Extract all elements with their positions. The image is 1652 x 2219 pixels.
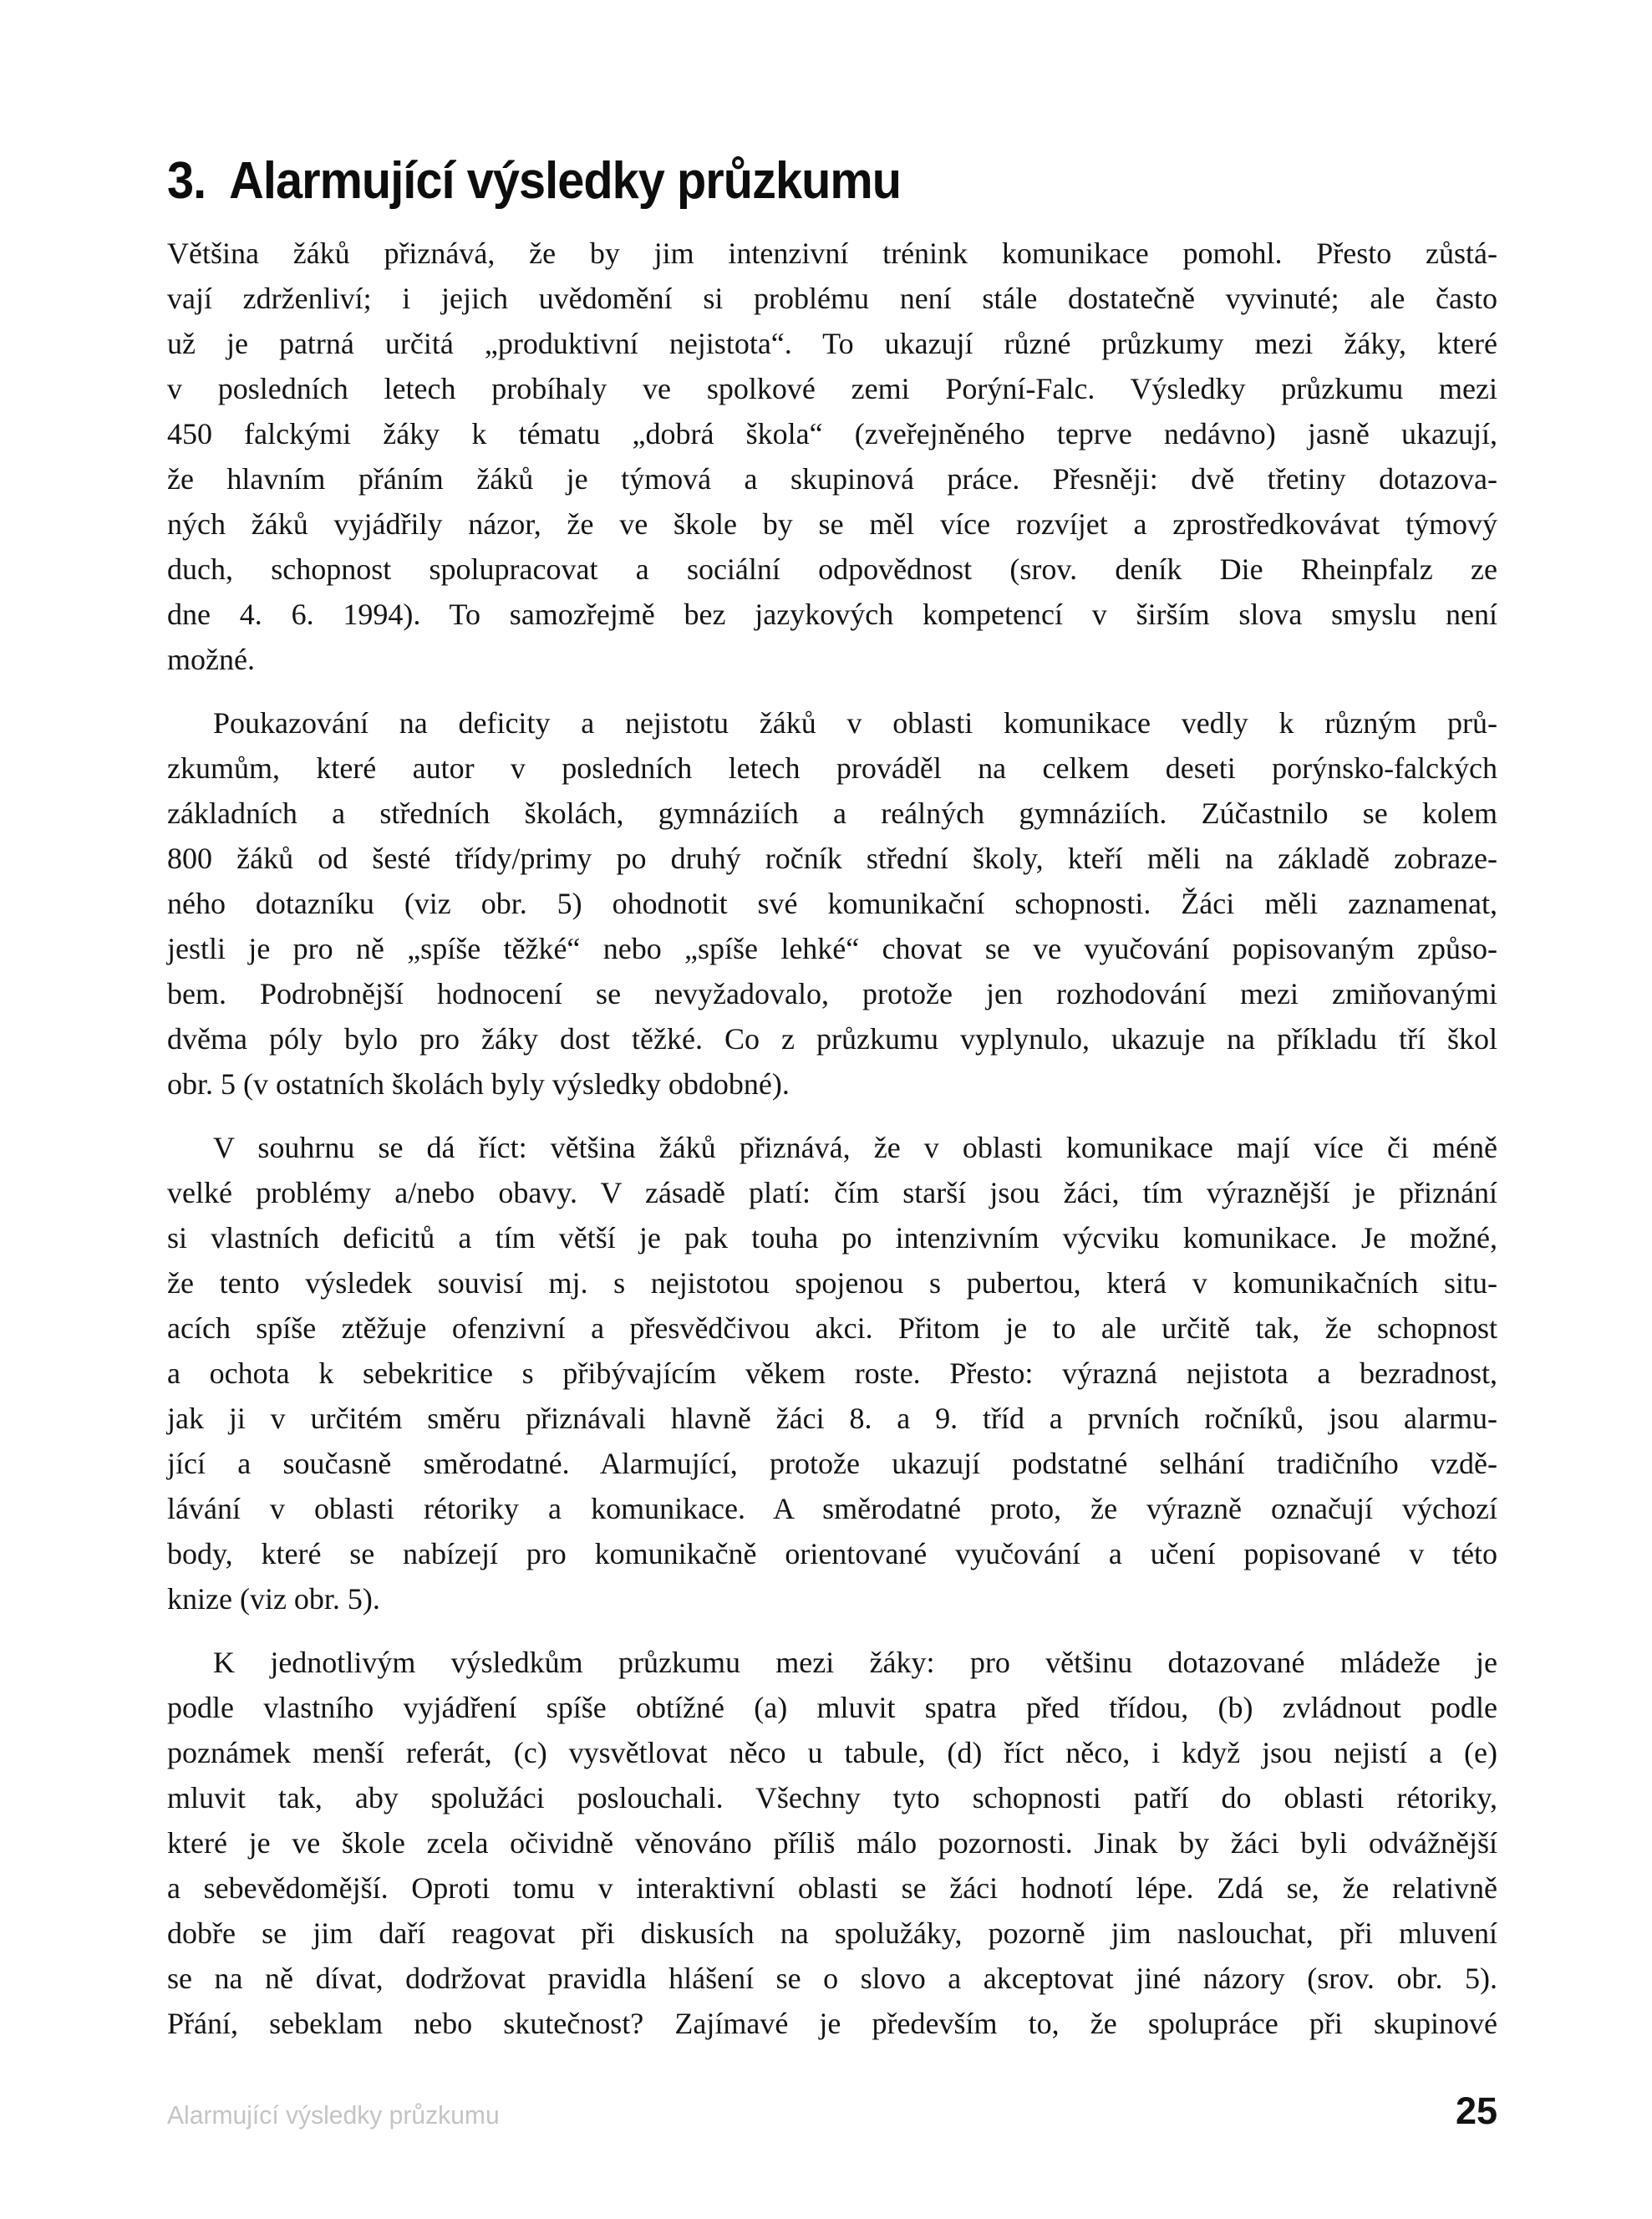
body-line: jestli je pro ně „spíše těžké“ nebo „spíše lehké“ chovat se ve vyučování popisovaným způso-	[167, 932, 1497, 965]
body-line: bem. Podrobnější hodnocení se nevyžadovalo, protože jen rozhodování mezi zmiňovanými	[167, 977, 1497, 1010]
paragraph	[167, 1640, 1497, 2046]
body-line: zkumům, které autor v posledních letech prováděl na celkem deseti porýnsko-falckých	[167, 751, 1497, 785]
body-line: základních a středních školách, gymnáziích a reálných gymnáziích. Zúčastnilo se kolem	[167, 796, 1497, 830]
body-line: poznámek menší referát, (c) vysvětlovat něco u tabule, (d) říct něco, i když jsou nejistí a (e)	[167, 1736, 1497, 1769]
body-line: že tento výsledek souvisí mj. s nejistotou spojenou s pubertou, která v komunikačních situ-	[167, 1266, 1497, 1300]
body-line: jak ji v určitém směru přiznávali hlavně žáci 8. a 9. tříd a prvních ročníků, jsou alarmu-	[167, 1402, 1497, 1435]
body-line: které je ve škole zcela očividně věnováno příliš málo pozornosti. Jinak by žáci byli odvážnější	[167, 1826, 1497, 1860]
body-line: dobře se jim daří reagovat při diskusích na spolužáky, pozorně jim naslouchat, při mluvení	[167, 1916, 1497, 1950]
body-line: velké problémy a/nebo obavy. V zásadě platí: čím starší jsou žáci, tím výraznější je přiznání	[167, 1176, 1497, 1209]
page-content	[167, 0, 1497, 2046]
body-line: a sebevědomější. Oproti tomu v interaktivní oblasti se žáci hodnotí lépe. Zdá se, že relativně	[167, 1871, 1497, 1905]
body-line: lávání v oblasti rétoriky a komunikace. A směrodatné proto, že výrazně označují výchozí	[167, 1492, 1497, 1525]
body-line: Přání, sebeklam nebo skutečnost? Zajímavé je především to, že spolupráce při skupinové	[167, 2007, 1497, 2040]
body-line: se na ně dívat, dodržovat pravidla hlášení se o slovo a akceptovat jiné názory (srov. obr. 5).	[167, 1962, 1497, 1995]
body-line: možné.	[167, 643, 255, 676]
body-line: mluvit tak, aby spolužáci poslouchali. Všechny tyto schopnosti patří do oblasti rétoriky,	[167, 1781, 1497, 1814]
paragraph	[167, 1125, 1497, 1621]
body-line: že hlavním přáním žáků je týmová a skupinová práce. Přesněji: dvě třetiny dotazova-	[167, 462, 1497, 496]
body-line: knize (viz obr. 5).	[167, 1582, 380, 1616]
body-line: dne 4. 6. 1994). To samozřejmě bez jazykových kompetencí v širším slova smyslu není	[167, 598, 1497, 631]
body-line: body, které se nabízejí pro komunikačně orientované vyučování a učení popisované v této	[167, 1537, 1497, 1570]
page-number: 25	[1455, 2089, 1497, 2132]
body-line: vají zdrženliví; i jejich uvědomění si problému není stále dostatečně vyvinuté; ale často	[167, 282, 1497, 315]
chapter-heading	[167, 152, 1405, 211]
body-line: a ochota k sebekritice s přibývajícím věkem roste. Přesto: výrazná nejistota a bezradnost,	[167, 1356, 1497, 1390]
page-footer	[167, 2089, 1497, 2133]
body-line: si vlastních deficitů a tím větší je pak touha po intenzivním výcviku komunikace. Je možné,	[167, 1221, 1497, 1255]
body-line: ného dotazníku (viz obr. 5) ohodnotit své komunikační schopnosti. Žáci měli zaznamenat,	[167, 887, 1497, 920]
body-line: dvěma póly bylo pro žáky dost těžké. Co z průzkumu vyplynulo, ukazuje na příkladu tří škol	[167, 1022, 1497, 1056]
body-line: 450 falckými žáky k tématu „dobrá škola“ (zveřejněného teprve nedávno) jasně ukazují,	[167, 417, 1497, 450]
body-line: v posledních letech probíhaly ve spolkové zemi Porýní-Falc. Výsledky průzkumu mezi	[167, 372, 1497, 405]
body-line: už je patrná určitá „produktivní nejistota“. To ukazují různé průzkumy mezi žáky, které	[167, 327, 1497, 360]
body-text	[167, 231, 1497, 2046]
body-line: ných žáků vyjádřily názor, že ve škole by se měl více rozvíjet a zprostředkovávat týmový	[167, 507, 1497, 541]
body-line: podle vlastního vyjádření spíše obtížné (a) mluvit spatra před třídou, (b) zvládnout podle	[167, 1691, 1497, 1724]
body-line: jící a současně směrodatné. Alarmující, protože ukazují podstatné selhání tradičního vzdě-	[167, 1447, 1497, 1480]
body-line: 800 žáků od šesté třídy/primy po druhý ročník střední školy, kteří měli na základě zobraze-	[167, 842, 1497, 875]
paragraph	[167, 700, 1497, 1107]
paragraph	[167, 231, 1497, 682]
body-line: duch, schopnost spolupracovat a sociální odpovědnost (srov. deník Die Rheinpfalz ze	[167, 552, 1497, 586]
body-line: Poukazování na deficity a nejistotu žáků v oblasti komunikace vedly k různým prů-	[213, 706, 1497, 740]
body-line: K jednotlivým výsledkům průzkumu mezi žáky: pro většinu dotazované mládeže je	[213, 1646, 1497, 1679]
body-line: acích spíše ztěžuje ofenzivní a přesvědčivou akci. Přitom je to ale určitě tak, že schopnost	[167, 1311, 1497, 1345]
body-line: obr. 5 (v ostatních školách byly výsledky obdobné).	[167, 1067, 790, 1101]
running-header: Alarmující výsledky průzkumu	[167, 2100, 500, 2130]
body-line: Většina žáků přiznává, že by jim intenzivní trénink komunikace pomohl. Přesto zůstá-	[167, 237, 1497, 270]
chapter-title: Alarmující výsledky průzkumu	[229, 152, 902, 210]
chapter-number: 3.	[167, 152, 206, 210]
body-line: V souhrnu se dá říct: většina žáků přiznává, že v oblasti komunikace mají více či méně	[213, 1131, 1497, 1164]
